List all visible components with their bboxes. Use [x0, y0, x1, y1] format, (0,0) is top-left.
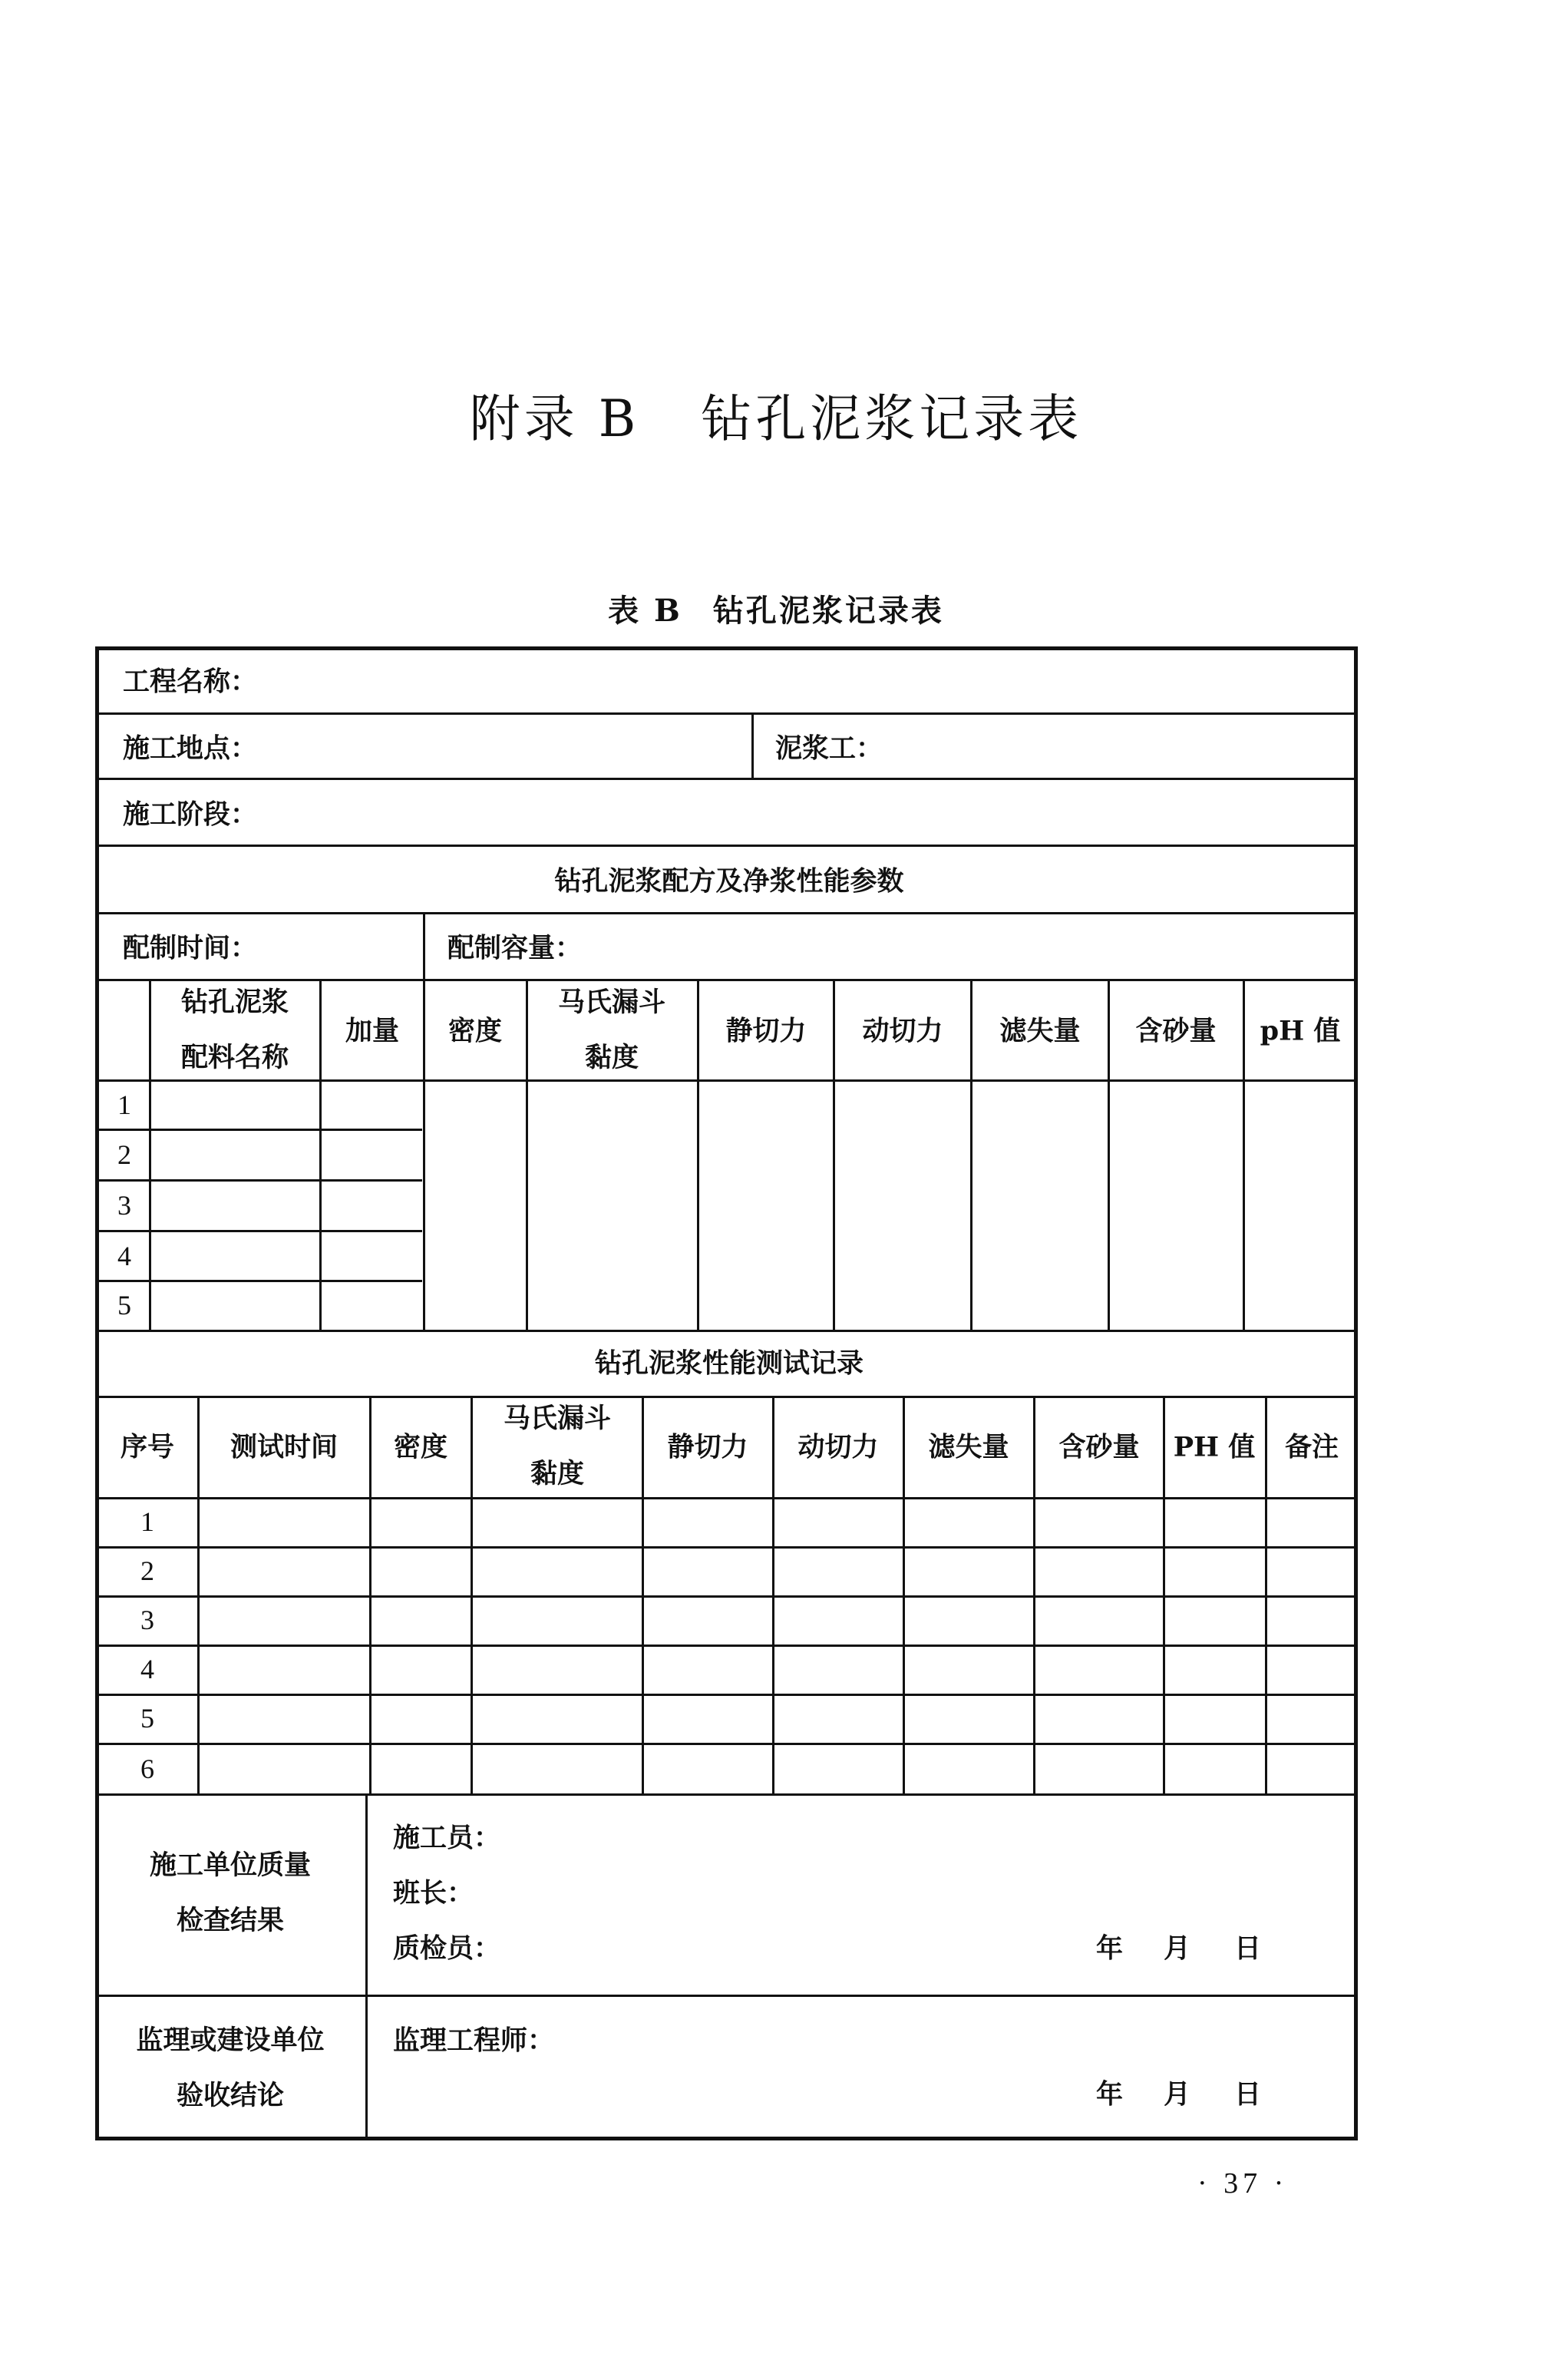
test-static-shear-header: 静切力: [667, 1431, 748, 1463]
sand-content-header: 含砂量: [1135, 1015, 1217, 1047]
rule: [97, 1694, 1356, 1696]
test-section-title: 钻孔泥浆性能测试记录: [594, 1347, 864, 1380]
rule: [1265, 1396, 1267, 1795]
test-funnel-viscosity-line1: 马氏漏斗: [503, 1403, 612, 1434]
test-funnel-viscosity-line2: 黏度: [530, 1458, 585, 1489]
rule: [471, 1396, 473, 1795]
formula-row-number: 5: [117, 1290, 131, 1321]
year-label: 年: [1096, 2078, 1124, 2111]
static-shear-header: 静切力: [725, 1015, 807, 1047]
rule: [97, 1230, 422, 1232]
rule: [833, 979, 835, 1331]
test-ph-header: PH 值: [1173, 1431, 1256, 1463]
rule: [697, 979, 699, 1331]
formula-row-number: 1: [117, 1089, 131, 1120]
funnel-viscosity-line2: 黏度: [584, 1042, 639, 1073]
rule: [319, 979, 322, 1331]
funnel-viscosity-header: [558, 975, 665, 1086]
appendix-label: 附录 B: [469, 389, 640, 448]
test-row-number: 3: [140, 1605, 154, 1635]
density-header: 密度: [447, 1015, 503, 1047]
rule: [97, 1497, 1356, 1499]
prep-volume-label: 配制容量：: [447, 932, 583, 964]
supervisor-acceptance-line2: 验收结论: [176, 2080, 285, 2111]
dynamic-shear-header: 动切力: [862, 1015, 943, 1047]
rule: [369, 1396, 371, 1795]
month-label: 月: [1164, 1932, 1191, 1965]
contractor-quality-label: [150, 1838, 311, 1949]
rule: [97, 1793, 1356, 1796]
rule: [97, 1995, 1356, 1997]
test-row-number: 6: [140, 1754, 154, 1784]
material-name-line1: 钻孔泥浆: [180, 987, 289, 1018]
appendix-name: 钻孔泥浆记录表: [701, 389, 1083, 448]
rule: [97, 1595, 1356, 1598]
builder-label: 施工员：: [393, 1822, 501, 1854]
rule: [97, 1330, 1356, 1332]
supervisor-acceptance-line1: 监理或建设单位: [136, 2025, 325, 2056]
rule: [1243, 979, 1245, 1331]
table-label: 表 B: [608, 593, 682, 629]
test-density-header: 密度: [393, 1431, 448, 1463]
rule: [97, 912, 1356, 914]
rule: [1108, 979, 1110, 1331]
rule: [903, 1396, 905, 1795]
rule: [97, 1396, 1356, 1398]
table-name: 钻孔泥浆记录表: [712, 593, 944, 629]
rule: [751, 712, 754, 779]
project-name-label: 工程名称：: [123, 666, 258, 698]
formula-row-number: 3: [117, 1190, 131, 1221]
test-row-number: 4: [140, 1654, 154, 1684]
rule: [642, 1396, 644, 1795]
rule: [149, 979, 151, 1331]
rule: [97, 712, 1356, 715]
mud-worker-label: 泥浆工：: [775, 732, 883, 765]
rule: [97, 778, 1356, 780]
rule: [97, 1743, 1356, 1745]
formula-section-title: 钻孔泥浆配方及净浆性能参数: [554, 865, 904, 897]
material-name-header: [181, 975, 289, 1086]
rule: [97, 1129, 422, 1131]
test-funnel-viscosity-header: [504, 1391, 611, 1502]
year-label: 年: [1096, 1932, 1124, 1965]
test-filtration-header: 滤失量: [928, 1431, 1009, 1463]
rule: [197, 1396, 200, 1795]
month-label: 月: [1164, 2078, 1191, 2111]
site-label: 施工地点：: [123, 732, 258, 765]
test-row-number: 1: [140, 1506, 154, 1537]
rule: [97, 1546, 1356, 1549]
test-row-number: 5: [140, 1703, 154, 1734]
inspector-label: 质检员：: [393, 1932, 501, 1965]
filtration-header: 滤失量: [999, 1015, 1081, 1047]
foreman-label: 班长：: [393, 1877, 474, 1909]
material-name-line2: 配料名称: [180, 1042, 289, 1073]
remark-header: 备注: [1284, 1431, 1339, 1463]
formula-row-number: 4: [117, 1241, 131, 1271]
seq-header: 序号: [120, 1431, 175, 1463]
ph-header: pH 值: [1260, 1015, 1341, 1047]
test-dynamic-shear-header: 动切力: [797, 1431, 879, 1463]
day-label: 日: [1234, 1932, 1262, 1965]
rule: [1163, 1396, 1165, 1795]
table-caption: [0, 587, 1552, 630]
amount-header: 加量: [345, 1015, 400, 1047]
supervising-engineer-label: 监理工程师：: [393, 2025, 555, 2057]
contractor-quality-line2: 检查结果: [176, 1905, 285, 1936]
funnel-viscosity-line1: 马氏漏斗: [557, 987, 666, 1018]
rule: [970, 979, 972, 1331]
day-label: 日: [1234, 2078, 1262, 2111]
stage-label: 施工阶段：: [123, 798, 258, 831]
test-sand-content-header: 含砂量: [1058, 1431, 1140, 1463]
supervisor-acceptance-label: [136, 2013, 324, 2124]
rule: [97, 1645, 1356, 1647]
rule: [97, 845, 1356, 847]
prep-time-label: 配制时间：: [123, 932, 258, 964]
test-row-number: 2: [140, 1555, 154, 1586]
rule: [97, 1179, 422, 1182]
appendix-title: [0, 378, 1552, 451]
contractor-quality-line1: 施工单位质量: [149, 1849, 312, 1881]
rule: [97, 1280, 422, 1282]
formula-row-number: 2: [117, 1139, 131, 1170]
test-time-header: 测试时间: [229, 1431, 338, 1463]
rule: [423, 912, 425, 1331]
page-number: · 37 ·: [1197, 2167, 1289, 2200]
rule: [772, 1396, 774, 1795]
rule: [1033, 1396, 1035, 1795]
rule: [526, 979, 528, 1331]
rule: [365, 1793, 368, 2140]
